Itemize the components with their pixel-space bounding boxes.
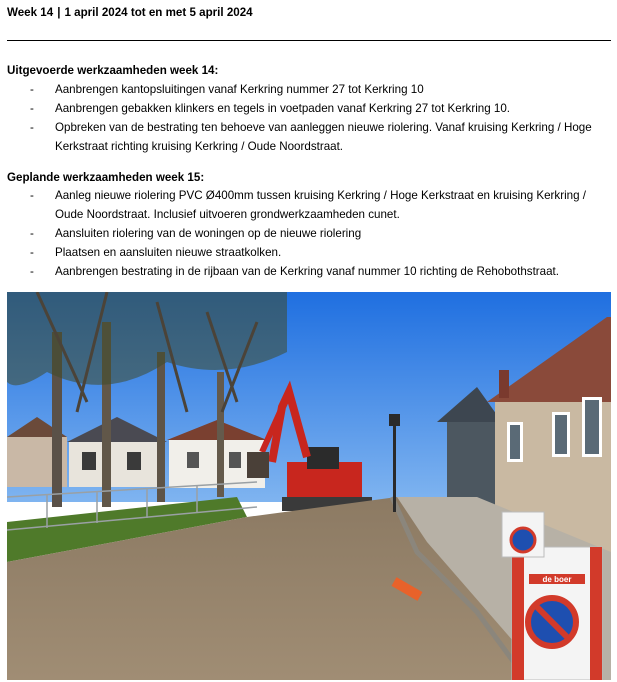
list-item: - Aanleg nieuwe riolering PVC Ø400mm tussen kruising Kerkring / Hoge Kerkstraat en kruising Kerkring / Oude Noordstraat. Inclusief uitvoeren grondwerkzaamheden cunet. bbox=[0, 186, 615, 224]
header-separator: | bbox=[57, 6, 61, 19]
houses-left bbox=[7, 417, 267, 488]
list-item: - Opbreken van de bestrating ten behoeve van aanleggen nieuwe riolering. Vanaf kruising Kerkring / Hoge Kerkstraat richting kruising Kerkring / Oude Noordstraat. bbox=[0, 118, 615, 156]
list-item: - Aanbrengen gebakken klinkers en tegels in voetpaden vanaf Kerkring 27 tot Kerkring 10. bbox=[0, 99, 615, 118]
list-item: - Plaatsen en aansluiten nieuwe straatkolken. bbox=[0, 243, 615, 262]
completed-list bbox=[0, 80, 617, 156]
planned-list bbox=[0, 186, 617, 281]
planned-section-title: Geplande werkzaamheden week 15: bbox=[7, 171, 205, 184]
list-item: - Aanbrengen bestrating in de rijbaan van de Kerkring vanaf nummer 10 richting de Rehobothstraat. bbox=[0, 262, 615, 281]
barrier-brand-label: de boer bbox=[542, 575, 572, 584]
document-header bbox=[7, 6, 253, 19]
photo-illustration bbox=[7, 292, 611, 680]
week-number: Week 14 bbox=[7, 6, 54, 19]
construction-site-photo bbox=[7, 292, 611, 680]
list-item: - Aanbrengen kantopsluitingen vanaf Kerkring nummer 27 tot Kerkring 10 bbox=[0, 80, 615, 99]
header-divider bbox=[7, 40, 611, 41]
completed-section-title: Uitgevoerde werkzaamheden week 14: bbox=[7, 64, 219, 77]
week-period: 1 april 2024 tot en met 5 april 2024 bbox=[64, 6, 253, 19]
list-item: - Aansluiten riolering van de woningen op de nieuwe riolering bbox=[0, 224, 615, 243]
